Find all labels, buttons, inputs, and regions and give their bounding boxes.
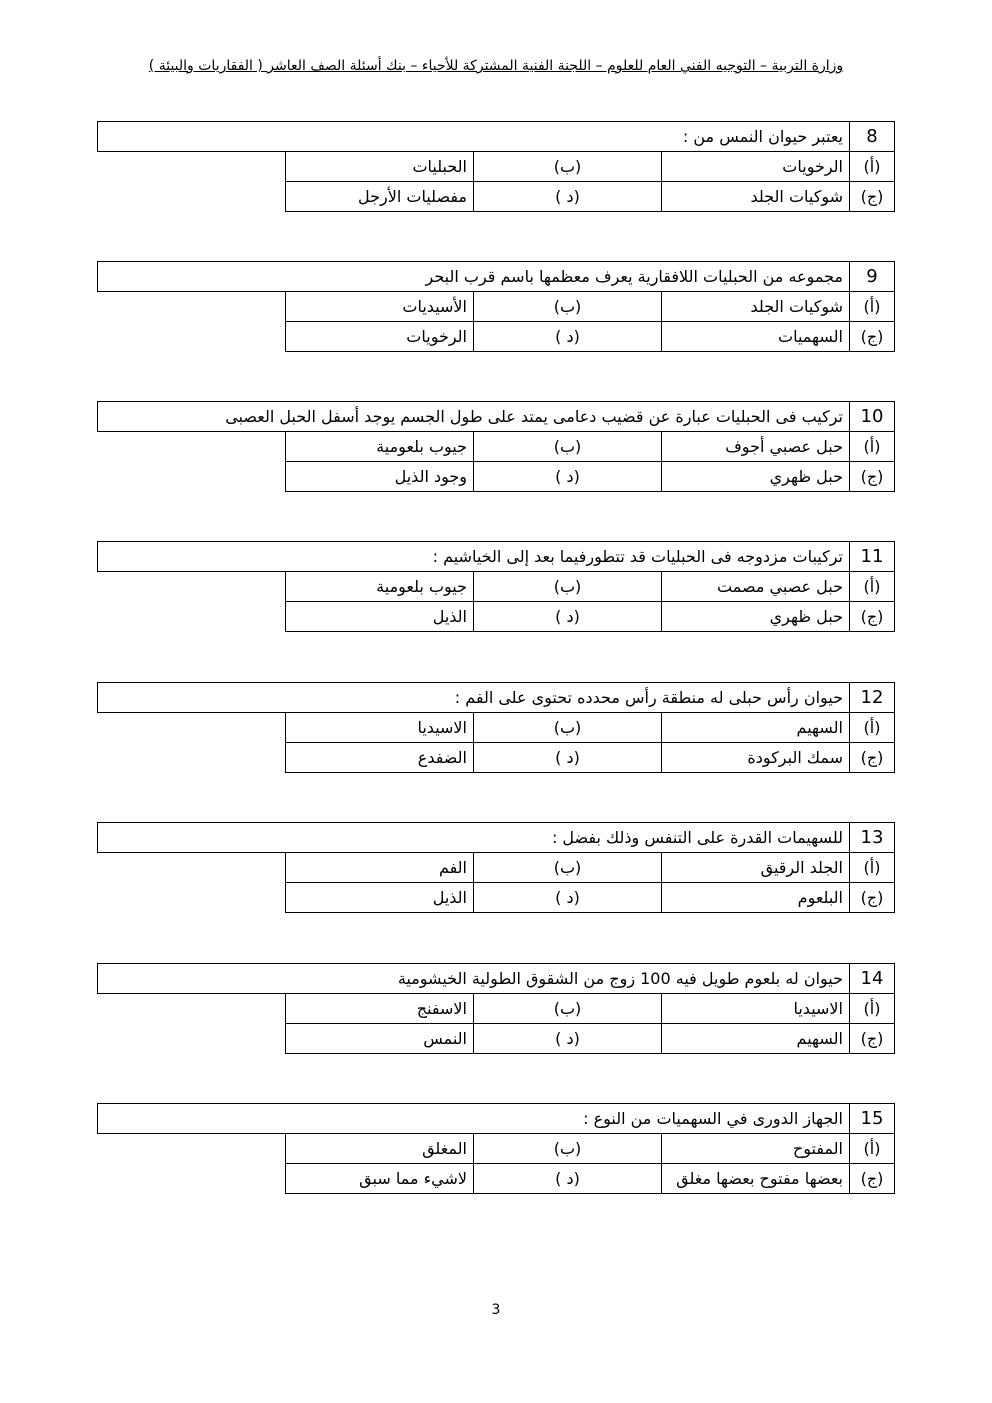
label-b: (ب)	[474, 853, 662, 883]
option-c: حبل ظهري	[662, 602, 850, 632]
option-b: الاسيديا	[286, 713, 474, 743]
label-d: (د )	[474, 602, 662, 632]
option-c: السهيم	[662, 1024, 850, 1054]
label-c: (ج)	[850, 883, 895, 913]
option-a: شوكيات الجلد	[662, 292, 850, 322]
label-b: (ب)	[474, 1134, 662, 1164]
label-d: (د )	[474, 1164, 662, 1194]
option-d: النمس	[286, 1024, 474, 1054]
label-b: (ب)	[474, 292, 662, 322]
option-a: حبل عصبي أجوف	[662, 432, 850, 462]
option-b: المغلق	[286, 1134, 474, 1164]
question-text: مجموعه من الحبليات اللافقارية يعرف معظمها باسم قرب البحر	[98, 262, 850, 292]
option-a: الرخويات	[662, 152, 850, 182]
option-b: الفم	[286, 853, 474, 883]
label-b: (ب)	[474, 572, 662, 602]
label-d: (د )	[474, 322, 662, 352]
option-b: الأسيديات	[286, 292, 474, 322]
label-a: (أ)	[850, 713, 895, 743]
label-c: (ج)	[850, 602, 895, 632]
option-c: سمك البركودة	[662, 743, 850, 773]
label-b: (ب)	[474, 994, 662, 1024]
option-c: شوكيات الجلد	[662, 182, 850, 212]
label-a: (أ)	[850, 432, 895, 462]
option-d: مفصليات الأرجل	[286, 182, 474, 212]
label-c: (ج)	[850, 462, 895, 492]
question-text: تركيب فى الحبليات عبارة عن قضيب دعامى يمتد على طول الجسم يوجد أسفل الحبل العصبى	[98, 402, 850, 432]
label-b: (ب)	[474, 152, 662, 182]
question-text: يعتبر حيوان النمس من :	[98, 122, 850, 152]
question-text: للسهيمات القدرة على التنفس وذلك بفضل :	[98, 823, 850, 853]
option-d: الذيل	[286, 883, 474, 913]
label-b: (ب)	[474, 432, 662, 462]
option-a: الجلد الرقيق	[662, 853, 850, 883]
option-d: الضفدع	[286, 743, 474, 773]
question-text: حيوان رأس حبلى له منطقة رأس محدده تحتوى على الفم :	[98, 683, 850, 713]
question-number: 11	[850, 542, 895, 572]
question-number: 9	[850, 262, 895, 292]
label-a: (أ)	[850, 292, 895, 322]
page-header: وزارة التربية – التوجيه الفني العام للعلوم – اللجنة الفنية المشتركة للأحياء – بنك أسئلة الصف العاشر ( الفقاريات والبيئة )	[148, 58, 844, 74]
label-a: (أ)	[850, 572, 895, 602]
question-14	[97, 963, 895, 1054]
label-c: (ج)	[850, 322, 895, 352]
label-c: (ج)	[850, 1024, 895, 1054]
label-b: (ب)	[474, 713, 662, 743]
question-text: الجهاز الدورى في السهميات من النوع :	[98, 1104, 850, 1134]
label-c: (ج)	[850, 1164, 895, 1194]
label-d: (د )	[474, 743, 662, 773]
label-c: (ج)	[850, 743, 895, 773]
label-d: (د )	[474, 1024, 662, 1054]
option-c: السهميات	[662, 322, 850, 352]
label-a: (أ)	[850, 1134, 895, 1164]
option-d: الذيل	[286, 602, 474, 632]
label-d: (د )	[474, 182, 662, 212]
option-b: الاسفنج	[286, 994, 474, 1024]
option-b: جيوب بلعومية	[286, 432, 474, 462]
question-13	[97, 822, 895, 913]
label-c: (ج)	[850, 182, 895, 212]
question-number: 15	[850, 1104, 895, 1134]
option-b: جيوب بلعومية	[286, 572, 474, 602]
option-c: حبل ظهري	[662, 462, 850, 492]
option-d: لاشيء مما سبق	[286, 1164, 474, 1194]
option-d: الرخويات	[286, 322, 474, 352]
option-a: الاسيديا	[662, 994, 850, 1024]
question-text: تركيبات مزدوجه فى الحبليات قد تتطورفيما بعد إلى الخياشيم :	[98, 542, 850, 572]
label-d: (د )	[474, 462, 662, 492]
question-8	[97, 121, 895, 212]
option-b: الحبليات	[286, 152, 474, 182]
label-d: (د )	[474, 883, 662, 913]
question-number: 13	[850, 823, 895, 853]
option-a: السهيم	[662, 713, 850, 743]
label-a: (أ)	[850, 994, 895, 1024]
question-11	[97, 541, 895, 632]
question-text: حيوان له بلعوم طويل فيه 100 زوج من الشقوق الطولية الخيشومية	[98, 964, 850, 994]
question-number: 14	[850, 964, 895, 994]
option-c: البلعوم	[662, 883, 850, 913]
question-12	[97, 682, 895, 773]
option-c: بعضها مفتوح بعضها مغلق	[662, 1164, 850, 1194]
page-number: 3	[491, 1302, 501, 1318]
question-number: 10	[850, 402, 895, 432]
label-a: (أ)	[850, 152, 895, 182]
question-9	[97, 261, 895, 352]
question-number: 8	[850, 122, 895, 152]
option-a: حبل عصبي مصمت	[662, 572, 850, 602]
option-d: وجود الذيل	[286, 462, 474, 492]
option-a: المفتوح	[662, 1134, 850, 1164]
question-15	[97, 1103, 895, 1194]
question-number: 12	[850, 683, 895, 713]
question-10	[97, 401, 895, 492]
label-a: (أ)	[850, 853, 895, 883]
